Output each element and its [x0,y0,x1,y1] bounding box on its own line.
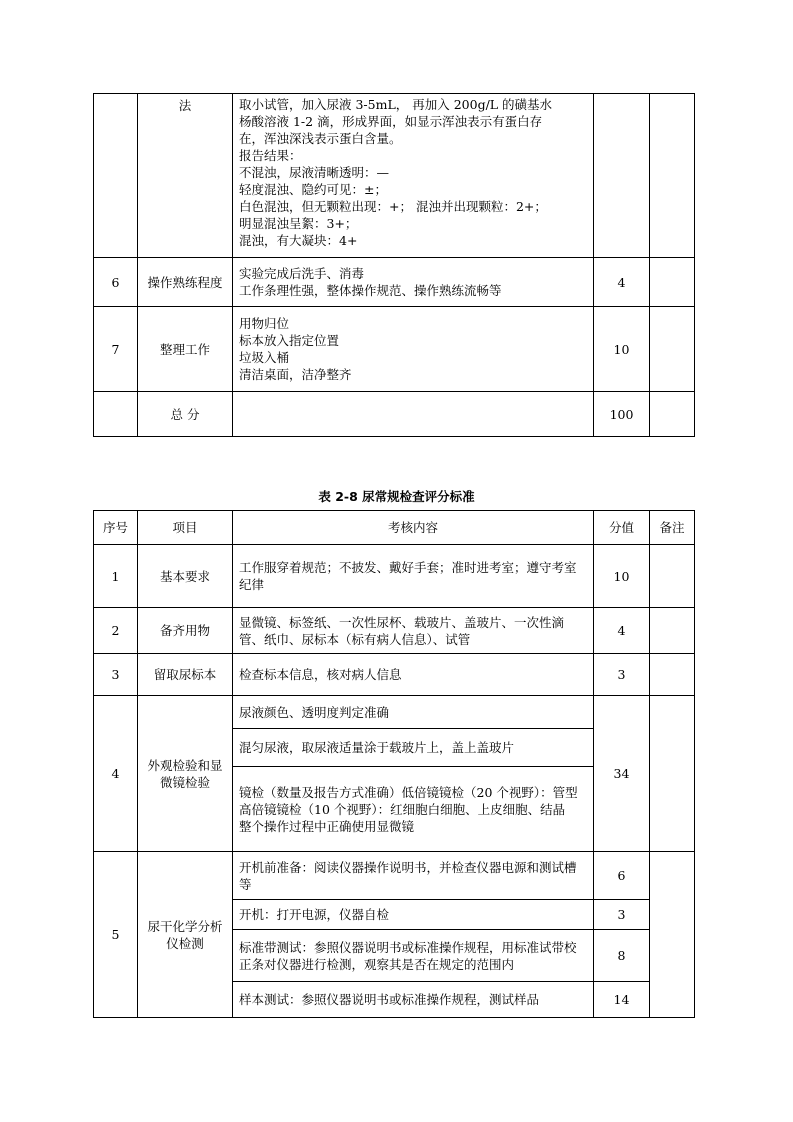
content-line: 在，浑浊深浅表示蛋白含量。 [239,131,402,146]
content-line: 明显混浊呈絮：3+； [239,216,358,231]
sub-score: 8 [594,930,650,982]
row-item: 基本要求 [138,545,233,608]
content-line: 整个操作过程中正确使用显微镜 [239,818,415,834]
row-number: 5 [94,852,138,1018]
content-line: 白色混浊，但无颗粒出现：+； 混浊并出现颗粒：2+； [239,199,547,214]
row-note [650,307,695,392]
table-row [94,307,695,392]
content-line: 清洁桌面，洁净整齐 [239,367,352,382]
table-row [94,654,695,696]
content-line: 标本放入指定位置 [239,333,340,348]
row-item: 尿干化学分析仪检测 [138,852,233,1018]
content-line: 工作条理性强，整体操作规范、操作熟练流畅等 [239,283,502,298]
header-note: 备注 [650,511,695,545]
row-score: 4 [594,608,650,654]
sub-content: 尿液颜色、透明度判定准确 [233,696,594,729]
sub-content: 开机前准备：阅读仪器操作说明书，并检查仪器电源和测试槽等 [233,852,594,900]
sub-content: 开机：打开电源，仪器自检 [233,900,594,930]
total-score: 100 [594,392,650,437]
sub-content: 样本测试：参照仪器说明书或标准操作规程，测试样品 [233,982,594,1018]
content-line: 镜检（数量及报告方式准确）低倍镜镜检（20 个视野）：管型高倍镜镜检（10 个视野）：红细胞白细胞、上皮细胞、结晶 [239,784,578,817]
row-score: 4 [594,258,650,307]
row-score: 3 [594,654,650,696]
content-line: 报告结果： [239,148,302,163]
content-line: 轻度混浊、隐约可见：±； [239,182,387,197]
row-number [94,392,138,437]
content-line: 实验完成后洗手、消毒 [239,266,365,281]
row-number: 6 [94,258,138,307]
row-note [650,696,695,852]
row-item: 操作熟练程度 [138,258,233,307]
row-note [650,258,695,307]
row-content [233,307,594,392]
row-number: 3 [94,654,138,696]
table-row [94,852,695,900]
table-caption: 表 2-8 尿常规检查评分标准 [318,489,475,504]
row-number [94,94,138,258]
row-item: 整理工作 [138,307,233,392]
table-row [94,545,695,608]
scoring-table-continued [93,93,695,437]
content-line: 不混浊，尿液清晰透明：— [239,165,390,180]
row-score: 10 [594,545,650,608]
row-note [650,654,695,696]
header-item: 项目 [138,511,233,545]
row-score [594,94,650,258]
row-number: 7 [94,307,138,392]
content-line: 杨酸溶液 1-2 滴，形成界面，如显示浑浊表示有蛋白存 [239,114,543,129]
content-line: 取小试管，加入尿液 3-5mL， 再加入 200g/L 的磺基水 [239,97,553,112]
row-note [650,392,695,437]
row-note [650,852,695,1018]
content-line: 垃圾入桶 [239,350,290,365]
table-header-row [94,511,695,545]
sub-score: 6 [594,852,650,900]
row-note [650,608,695,654]
table-row [94,696,695,729]
sub-score: 3 [594,900,650,930]
row-content: 工作服穿着规范；不披发、戴好手套；准时进考室；遵守考室纪律 [233,545,594,608]
content-line: 混浊，有大凝块：4+ [239,233,358,248]
row-content [233,392,594,437]
row-score: 34 [594,696,650,852]
sub-content [233,767,594,852]
row-number: 2 [94,608,138,654]
row-number: 4 [94,696,138,852]
row-note [650,545,695,608]
header-score: 分值 [594,511,650,545]
row-item: 留取尿标本 [138,654,233,696]
row-content [233,258,594,307]
total-label: 总 分 [138,392,233,437]
row-item: 备齐用物 [138,608,233,654]
row-item: 法 [138,94,233,258]
sub-content: 混匀尿液，取尿液适量涂于载玻片上，盖上盖玻片 [233,729,594,767]
content-line: 用物归位 [239,316,290,331]
table-row [94,258,695,307]
table-row-total [94,392,695,437]
row-note [650,94,695,258]
row-number: 1 [94,545,138,608]
header-content: 考核内容 [233,511,594,545]
header-number: 序号 [94,511,138,545]
urinalysis-scoring-table [93,510,695,1018]
table-row [94,608,695,654]
row-score: 10 [594,307,650,392]
row-content [233,94,594,258]
sub-content: 标准带测试：参照仪器说明书或标准操作规程，用标准试带校正条对仪器进行检测，观察其是否在规定的范围内 [233,930,594,982]
row-content: 显微镜、标签纸、一次性尿杯、载玻片、盖玻片、一次性滴管、纸巾、尿标本（标有病人信息）、试管 [233,608,594,654]
row-item: 外观检验和显微镜检验 [138,696,233,852]
sub-score: 14 [594,982,650,1018]
row-content: 检查标本信息，核对病人信息 [233,654,594,696]
table-row [94,94,695,258]
